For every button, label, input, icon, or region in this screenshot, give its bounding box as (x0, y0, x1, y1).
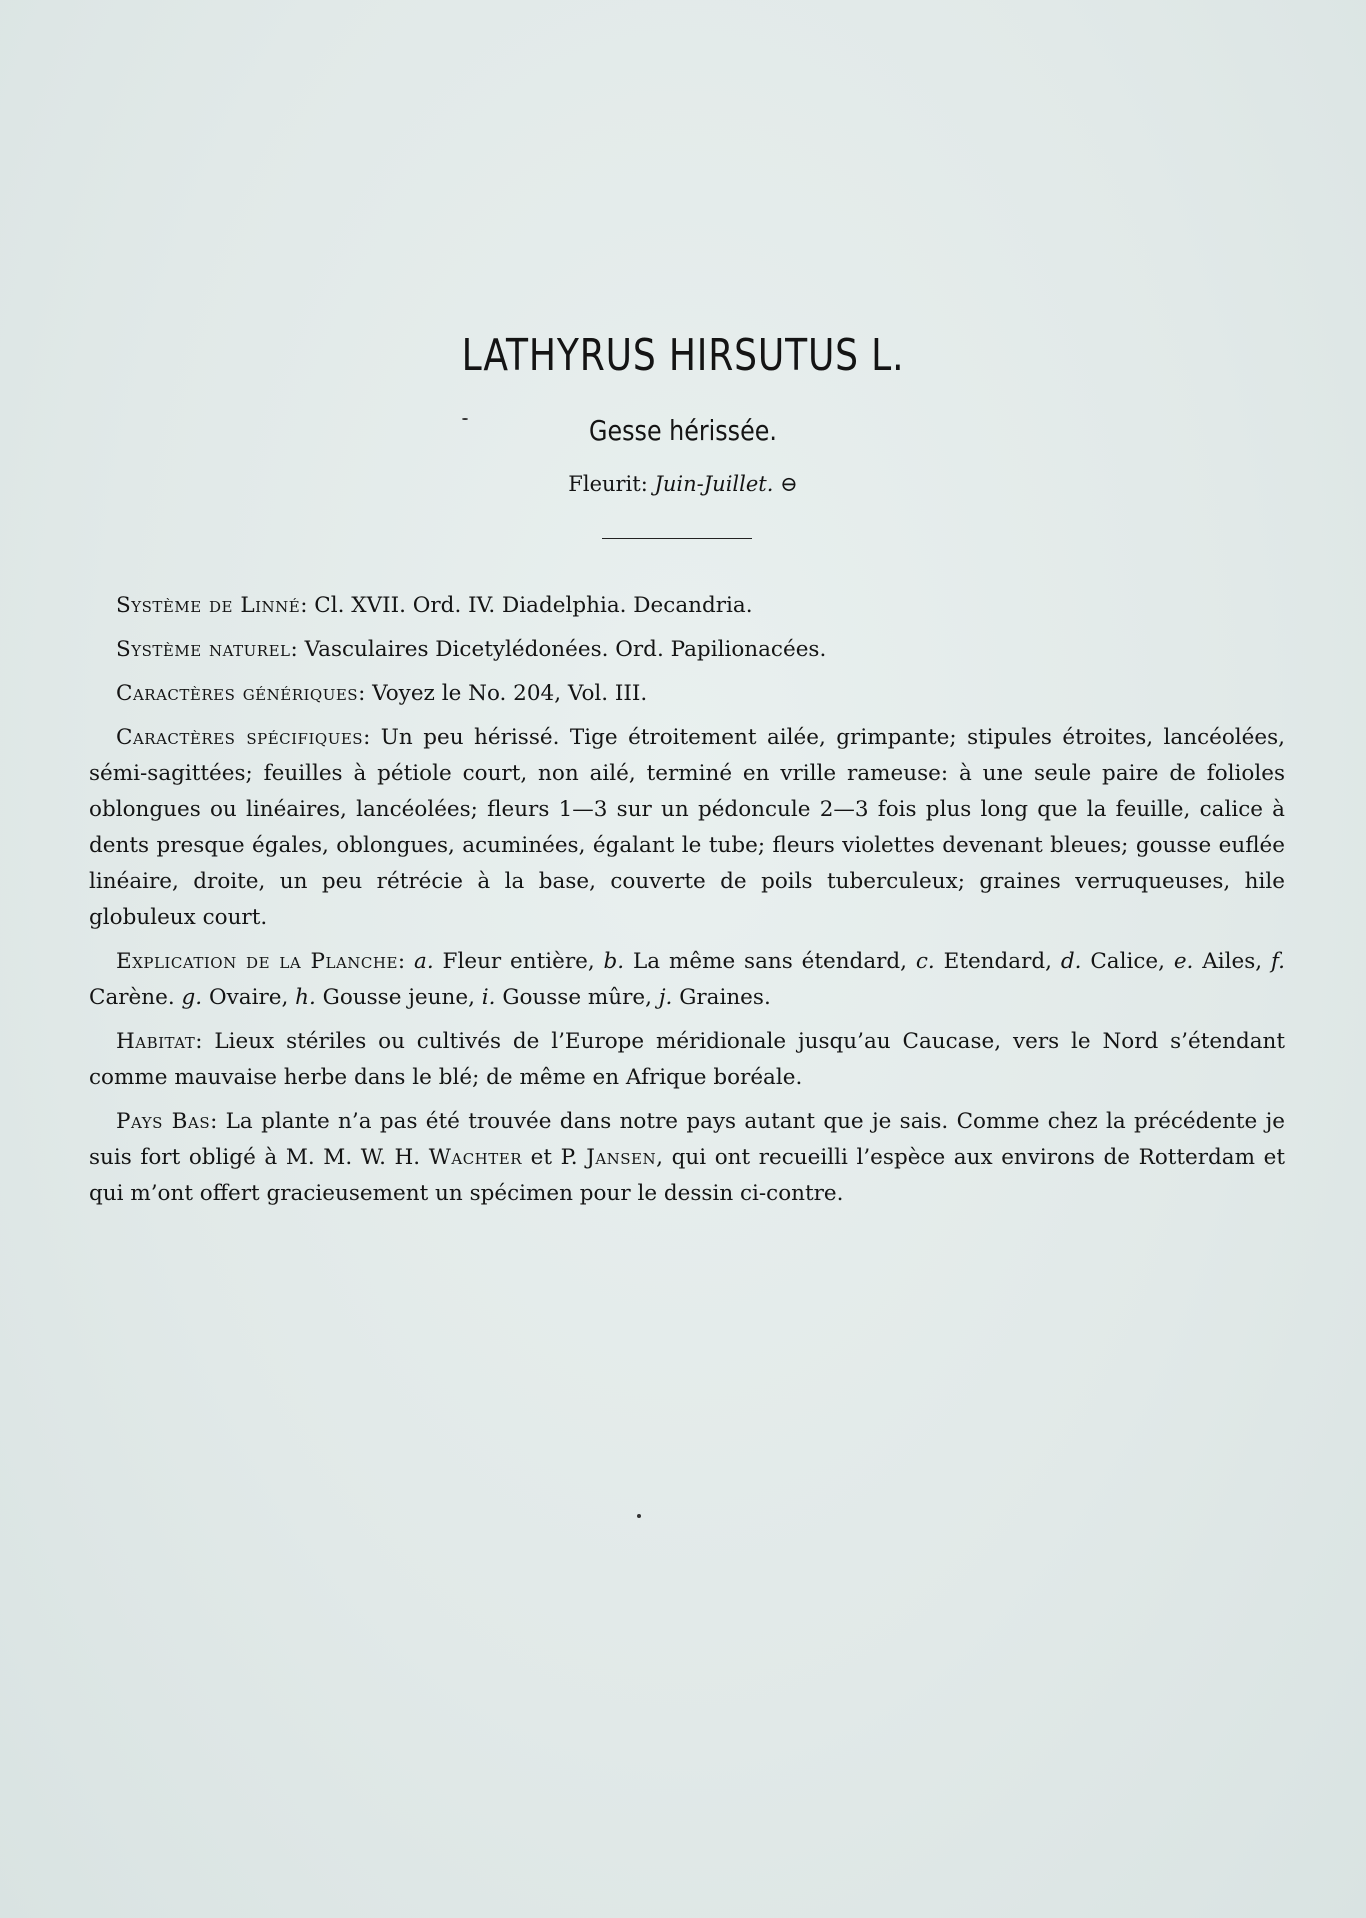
heading-naturel: Système naturel (116, 637, 291, 662)
flowering-period: Juin-Juillet. (654, 472, 774, 496)
legend-item: c. Etendard, (915, 949, 1052, 974)
legend-item: e. Ailes, (1173, 949, 1263, 974)
paragraph-generiques: Caractères génériques: Voyez le No. 204, Vol. III. (116, 681, 648, 706)
text-specifiques: Un peu hérissé. Tige étroitement ailée, grimpante; stipules étroites, lancéolées, sémi-sagittées; feuilles à pétiole court, non ailé, terminé en vrille rameuse: à une seule paire de folioles oblongues ou linéaires, lancéolées; fleurs 1—3 sur un pédoncule 2—3 fois plus long que la feuille, calice à dents presque égales, oblongues, acuminées, égalant le tube; fleurs violettes devenant bleues; gousse euflée linéaire, droite, un peu rétrécie à la base, couverte de poils tuberculeux; graines verruqueuses, hile globuleux court. (89, 725, 1286, 930)
legend-item: j. Graines. (658, 985, 771, 1010)
text-naturel: Vasculaires Dicetylédonées. Ord. Papilionacées. (304, 637, 827, 662)
legend-item: h. Gousse jeune, (295, 985, 475, 1010)
flowering-label: Fleurit: (568, 472, 648, 496)
text-generiques: Voyez le No. 204, Vol. III. (372, 681, 648, 706)
text-habitat: Lieux stériles ou cultivés de l’Europe méridionale jusqu’au Caucase, vers le Nord s’étendant comme mauvaise herbe dans le blé; de même en Afrique boréale. (89, 1029, 1286, 1090)
text-pays-bas-and: et P. (530, 1145, 578, 1170)
page-subtitle: Gesse hérissée. (589, 414, 777, 447)
speck-mark (462, 418, 468, 420)
speck-mark (637, 1514, 641, 1518)
title-rule (602, 538, 752, 539)
paragraph-specifiques: Caractères spécifiques: Un peu hérissé. Tige étroitement ailée, grimpante; stipules étroites, lancéolées, sémi-sagittées; feuilles à pétiole court, non ailé, terminé en vrille rameuse: à une seule paire de folioles oblongues ou linéaires, lancéolées; fleurs 1—3 sur un pédoncule 2—3 fois plus long que la feuille, calice à dents presque égales, oblongues, acuminées, égalant le tube; fleurs violettes devenant bleues; gousse euflée linéaire, droite, un peu rétrécie à la base, couverte de poils tuberculeux; graines verruqueuses, hile globuleux court. (89, 725, 1286, 930)
text-pays-bas-2: , qui ont recueilli l’espèce aux environs de Rotterdam et qui m’ont offert gracieusement un spécimen pour le dessin ci-contre. (89, 1145, 1285, 1206)
paragraph-linne: Système de Linné: Cl. XVII. Ord. IV. Diadelphia. Decandria. (116, 593, 753, 618)
heading-specifiques: Caractères spécifiques (116, 725, 364, 750)
person-name-jansen: Jansen (586, 1145, 657, 1170)
text-pays-bas-1: La plante n’a pas été trouvée dans notre pays autant que je sais. Comme chez la précédente je suis fort obligé à M. M. W. H. (89, 1109, 1285, 1170)
legend-item: d. Calice, (1060, 949, 1165, 974)
legend-item: b. La même sans étendard, (603, 949, 908, 974)
text-linne: Cl. XVII. Ord. IV. Diadelphia. Decandria. (314, 593, 753, 618)
heading-pays-bas: Pays Bas (116, 1109, 211, 1134)
paragraph-explication: Explication de la Planche: a. Fleur entière, b. La même sans étendard, c. Etendard, d. Calice, e. Ailes, f. Carène. g. Ovaire, h. Gousse jeune, i. Gousse mûre, j. Graines. (89, 949, 1285, 1010)
heading-habitat: Habitat (116, 1029, 196, 1054)
paragraph-habitat: Habitat: Lieux stériles ou cultivés de l’Europe méridionale jusqu’au Caucase, vers le Nord s’étendant comme mauvaise herbe dans le blé; de même en Afrique boréale. (89, 1029, 1286, 1090)
heading-linne: Système de Linné (116, 593, 301, 618)
legend-item: i. Gousse mûre, (481, 985, 652, 1010)
legend-item: f. Carène. (89, 949, 1285, 1010)
flowering-line (0, 472, 1366, 496)
paragraph-pays-bas: Pays Bas: La plante n’a pas été trouvée dans notre pays autant que je sais. Comme chez la précédente je suis fort obligé à M. M. W. H. Wachter et P. Jansen, qui ont recueilli l’espèce aux environs de Rotterdam et qui m’ont offert gracieusement un spécimen pour le dessin ci-contre. (89, 1109, 1285, 1206)
description-body (89, 588, 1285, 1220)
paragraph-naturel: Système naturel: Vasculaires Dicetylédonées. Ord. Papilionacées. (116, 637, 827, 662)
legend-item: a. Fleur entière, (414, 949, 595, 974)
heading-generiques: Caractères génériques (116, 681, 359, 706)
legend-item: g. Ovaire, (181, 985, 289, 1010)
page-title: LATHYRUS HIRSUTUS L. (461, 330, 905, 381)
person-name-wachter: Wachter (428, 1145, 523, 1170)
heading-explication: Explication de la Planche (116, 949, 398, 974)
annual-symbol: ⊖ (780, 472, 798, 496)
